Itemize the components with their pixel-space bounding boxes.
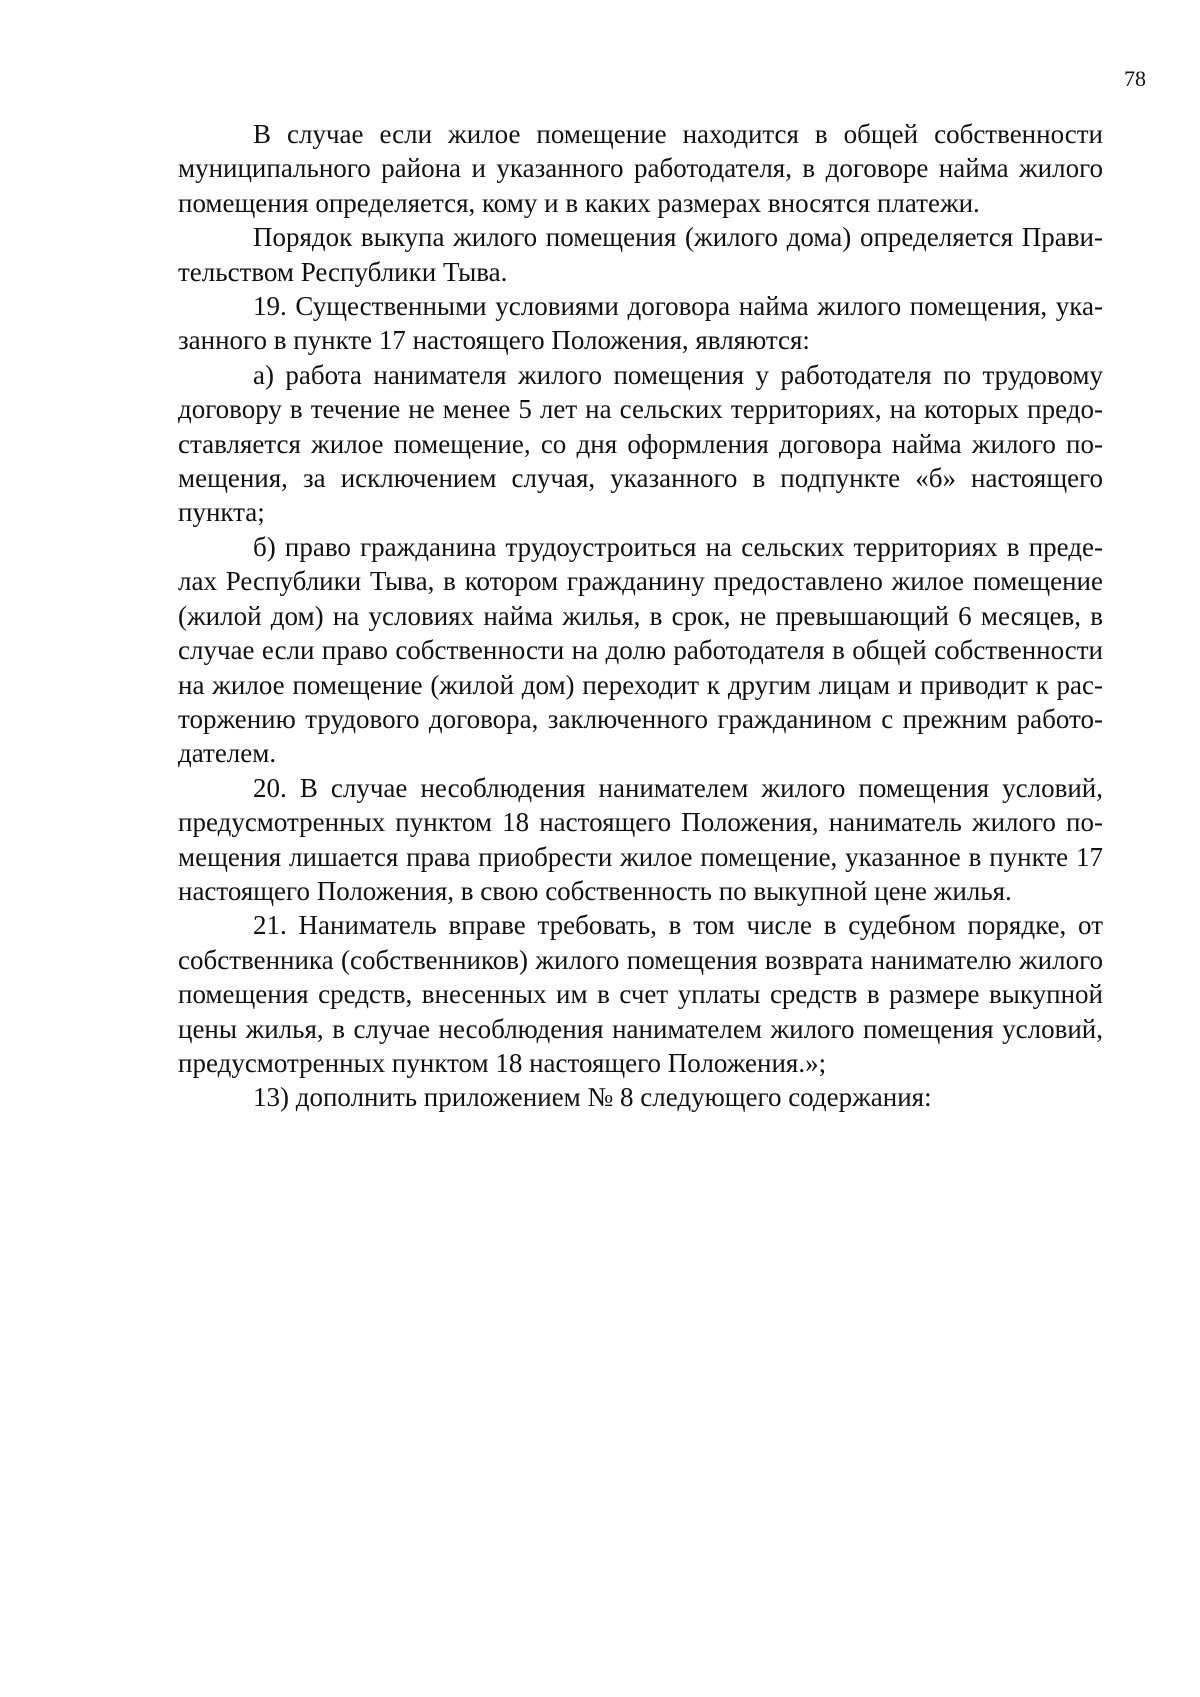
paragraph-item-13: 13) дополнить приложением № 8 следующего содержания:: [253, 1082, 932, 1113]
paragraph-joint-ownership: В случае если жилое помещение находится в общей собственности муниципального района и указанного работодателя, в договоре найма жилого помещения определяется, кому и в каких размерах вносятся платежи.: [178, 119, 1103, 218]
page-number: 78: [1124, 66, 1146, 91]
paragraph-subclause-b: б) право гражданина трудоустроиться на сельских территориях в пределах Республики Тыва, в котором гражданину предоставлено жилое помещение (жилой дом) на условиях найма жилья, в срок, не превышающий 6 месяцев, в случае если право собственности на долю работодателя в общей собственности на жилое помещение (жилой дом) переходит к другим лицам и приводит к расторжению трудового договора, заключенного гражданином с прежним работодателем.: [178, 531, 1103, 769]
paragraph-clause-20: 20. В случае несоблюдения нанимателем жилого помещения условий, предусмотренных пунктом 18 настоящего Положения, наниматель жилого помещения лишается права приобрести жилое помещение, указанное в пункте 17 настоящего Положения, в свою собственность по выкупной цене жилья.: [178, 772, 1103, 906]
document-body: [178, 117, 1103, 1115]
paragraph-clause-21: 21. Наниматель вправе требовать, в том числе в судебном порядке, от собственника (собственников) жилого помещения возврата нанимателю жилого помещения средств, внесенных им в счет уплаты средств в размере выкупной цены жилья, в случае несоблюдения нанимателем жилого помещения условий, предусмотренных пунктом 18 настоящего Положения.»;: [178, 910, 1103, 1078]
paragraph-buyout-procedure: Порядок выкупа жилого помещения (жилого дома) определяется Правительством Республики Тыва.: [178, 222, 1103, 287]
paragraph-clause-19: 19. Существенными условиями договора найма жилого помещения, указанного в пункте 17 настоящего Положения, являются:: [178, 291, 1103, 356]
paragraph-subclause-a: а) работа нанимателя жилого помещения у работодателя по трудовому договору в течение не менее 5 лет на сельских территориях, на которых предоставляется жилое помещение, со дня оформления договора найма жилого помещения, за исключением случая, указанного в подпункте «б» настоящего пункта;: [178, 359, 1103, 528]
